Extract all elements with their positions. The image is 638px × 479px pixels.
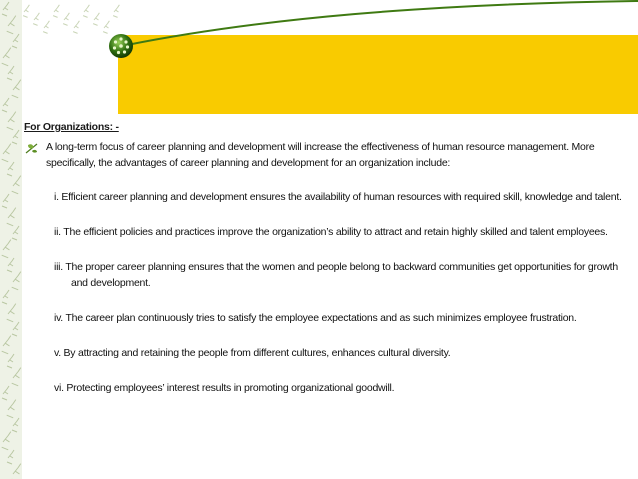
pattern-stroke [12, 80, 21, 98]
pattern-stroke [12, 226, 19, 240]
list-item: i. Efficient career planning and development ensures the availability of human resources with required skill, knowledge and talent. [54, 191, 622, 203]
decorative-pattern-band [0, 0, 22, 479]
pattern-stroke [7, 304, 16, 322]
accent-curve [0, 0, 638, 70]
intro-text: A long-term focus of career planning and development will increase the effectiveness of human resource management. More specifically, the advantages of career planning and development for an organization include: [46, 141, 595, 169]
pattern-stroke [7, 162, 14, 176]
pattern-motif [0, 0, 22, 479]
pattern-stroke [2, 98, 9, 112]
pattern-stroke [2, 336, 11, 354]
pattern-stroke [12, 272, 21, 290]
pattern-stroke [12, 130, 19, 144]
pattern-stroke [12, 176, 21, 194]
list-item: iii. The proper career planning ensures that the women and people belong to backward communities get opportunities for growth and development. [54, 261, 618, 289]
list-item: ii. The efficient policies and practices improve the organization’s ability to attract and retain highly skilled and talent employees. [54, 226, 608, 238]
list-item: vi. Protecting employees’ interest results in promoting organizational goodwill. [54, 382, 395, 394]
pattern-stroke [2, 290, 9, 304]
leaf-bullet-icon [25, 142, 39, 154]
pattern-stroke [7, 354, 14, 368]
pattern-stroke [12, 322, 19, 336]
pattern-stroke [12, 464, 21, 479]
list-item: v. By attracting and retaining the people from different cultures, enhances cultural diversity. [54, 347, 451, 359]
section-heading: For Organizations: - [24, 121, 119, 133]
pattern-stroke [2, 240, 11, 258]
pattern-stroke [7, 208, 16, 226]
list-item: iv. The career plan continuously tries to satisfy the employee expectations and as such minimizes employee frustration. [54, 312, 577, 324]
pattern-stroke [7, 112, 16, 130]
pattern-stroke [7, 400, 16, 418]
pattern-stroke [2, 386, 9, 400]
intro-bullet [24, 139, 624, 171]
advantages-list [24, 189, 624, 396]
slide-content [24, 119, 624, 415]
pattern-stroke [2, 432, 11, 450]
pattern-stroke [2, 144, 11, 162]
pattern-stroke [2, 194, 9, 208]
pattern-stroke [12, 418, 19, 432]
pattern-stroke [7, 258, 14, 272]
pattern-stroke [12, 368, 21, 386]
pattern-stroke [7, 450, 14, 464]
green-orb-icon [108, 33, 134, 59]
